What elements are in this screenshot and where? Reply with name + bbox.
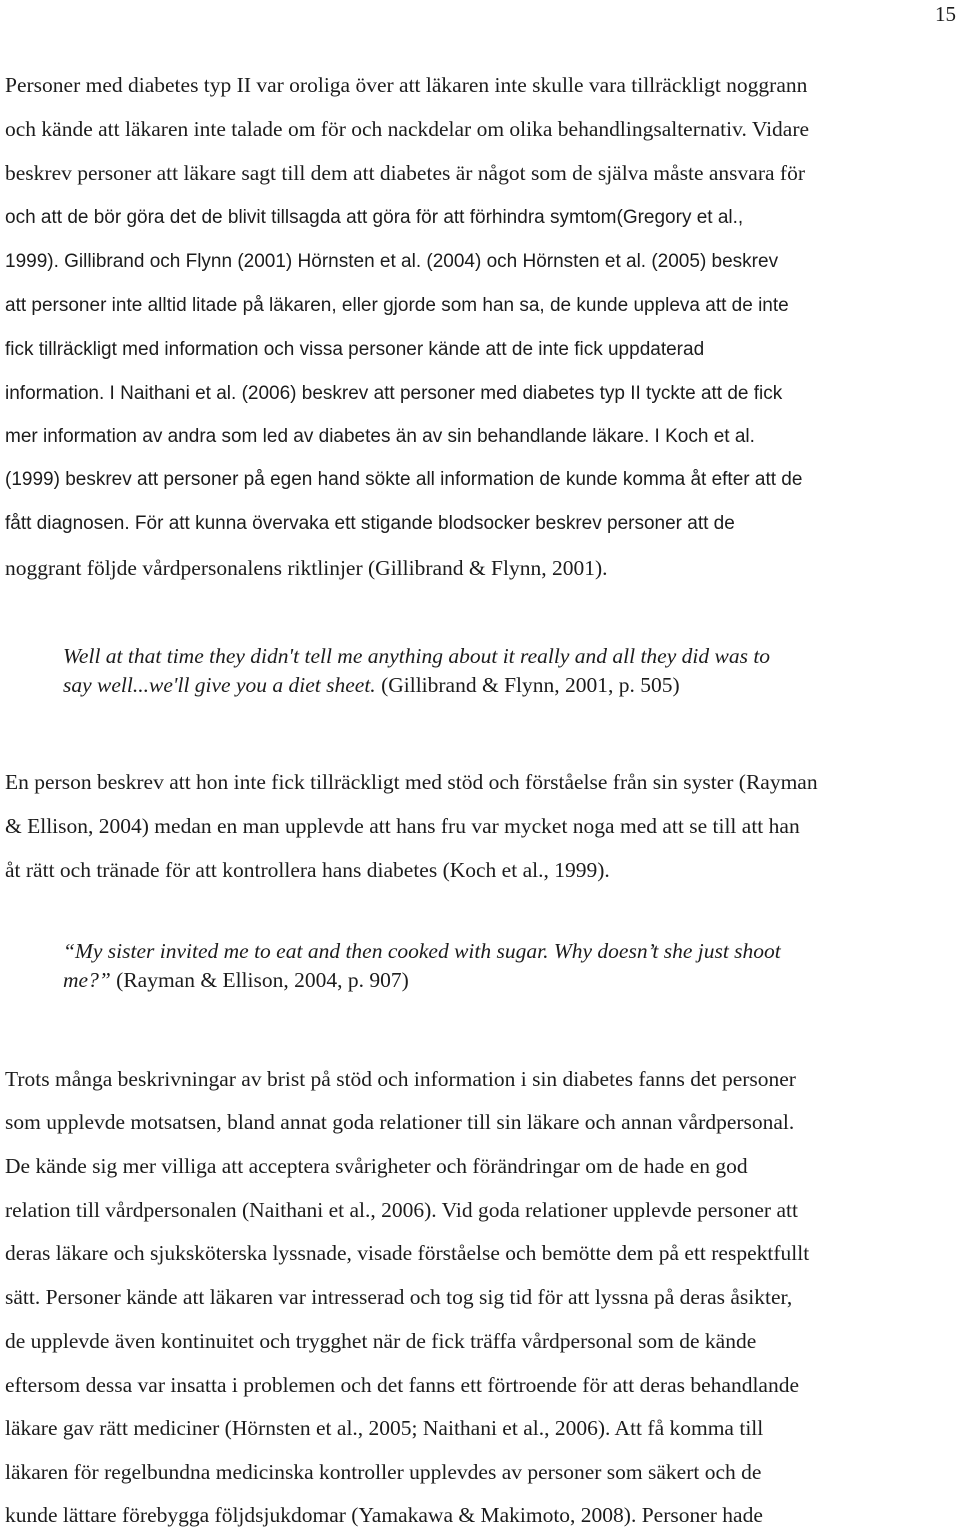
text-line: 1999). Gillibrand och Flynn (2001) Hörnsten et al. (2004) och Hörnsten et al. (2005) beskrev [5, 251, 779, 272]
text-line: åt rätt och tränade för att kontrollera hans diabetes (Koch et al., 1999). [5, 858, 610, 882]
text-line: De kände sig mer villiga att acceptera svårigheter och förändringar om de hade en god [5, 1154, 748, 1178]
quote-text: me?” [63, 968, 111, 992]
text-line: deras läkare och sjuksköterska lyssnade, visade förståelse och bemötte dem på ett respektfullt [5, 1241, 810, 1265]
text-line: & Ellison, 2004) medan en man upplevde att hans fru var mycket noga med att se till att han [5, 814, 800, 838]
quote-line [63, 672, 680, 698]
text-line: relation till vårdpersonalen (Naithani et al., 2006). Vid goda relationer upplevde personer att [5, 1198, 798, 1222]
text-line: läkaren för regelbundna medicinska kontroller upplevdes av personer som säkert och de [5, 1460, 762, 1484]
text-line: sätt. Personer kände att läkaren var intresserad och tog sig tid för att lyssna på deras åsikter, [5, 1285, 793, 1309]
text-line: En person beskrev att hon inte fick tillräckligt med stöd och förståelse från sin syster (Rayman [5, 770, 818, 794]
quote-text: Well at that time they didn't tell me anything about it really and all they did was to [63, 644, 771, 668]
text-line: Trots många beskrivningar av brist på stöd och information i sin diabetes fanns det personer [5, 1067, 796, 1091]
text-line: att personer inte alltid litade på läkaren, eller gjorde som han sa, de kunde uppleva att de inte [5, 295, 789, 316]
quote-text: say well...we'll give you a diet sheet. [63, 673, 376, 697]
text-line: läkare gav rätt mediciner (Hörnsten et al., 2005; Naithani et al., 2006). Att få komma till [5, 1416, 764, 1440]
text-line: som upplevde motsatsen, bland annat goda relationer till sin läkare och annan vårdpersonal. [5, 1110, 795, 1134]
text-line: fick tillräckligt med information och vissa personer kände att de inte fick uppdaterad [5, 339, 705, 360]
text-line: (1999) beskrev att personer på egen hand sökte all information de kunde komma åt efter att de [5, 469, 803, 490]
quote-line [63, 643, 770, 669]
quote-line [63, 967, 409, 993]
text-line: mer information av andra som led av diabetes än av sin behandlande läkare. I Koch et al. [5, 426, 755, 447]
text-line: kunde lättare förebygga följdsjukdomar (Yamakawa & Makimoto, 2008). Personer hade [5, 1503, 763, 1527]
quote-text: “My sister invited me to eat and then cooked with sugar. Why doesn’t she just shoot [63, 939, 781, 963]
text-line: eftersom dessa var insatta i problemen och det fanns ett förtroende för att deras behandlande [5, 1373, 799, 1397]
text-line: beskrev personer att läkare sagt till dem att diabetes är något som de själva måste ansvara för [5, 161, 805, 185]
text-line: information. I Naithani et al. (2006) beskrev att personer med diabetes typ II tyckte att de fick [5, 383, 783, 404]
text-line: de upplevde även kontinuitet och trygghet när de fick träffa vårdpersonal som de kände [5, 1329, 757, 1353]
text-line: Personer med diabetes typ II var oroliga över att läkaren inte skulle vara tillräckligt noggrann [5, 73, 808, 97]
text-line: fått diagnosen. För att kunna övervaka ett stigande blodsocker beskrev personer att de [5, 513, 735, 534]
page-number: 15 [935, 2, 956, 26]
text-line: och kände att läkaren inte talade om för och nackdelar om olika behandlingsalternativ. Vidare [5, 117, 810, 141]
text-line: noggrant följde vårdpersonalens riktlinjer (Gillibrand & Flynn, 2001). [5, 556, 608, 580]
quote-citation: (Rayman & Ellison, 2004, p. 907) [110, 968, 409, 992]
quote-line [63, 938, 781, 964]
text-line: och att de bör göra det de blivit tillsagda att göra för att förhindra symtom(Gregory et al., [5, 207, 744, 228]
quote-citation: (Gillibrand & Flynn, 2001, p. 505) [375, 673, 680, 697]
